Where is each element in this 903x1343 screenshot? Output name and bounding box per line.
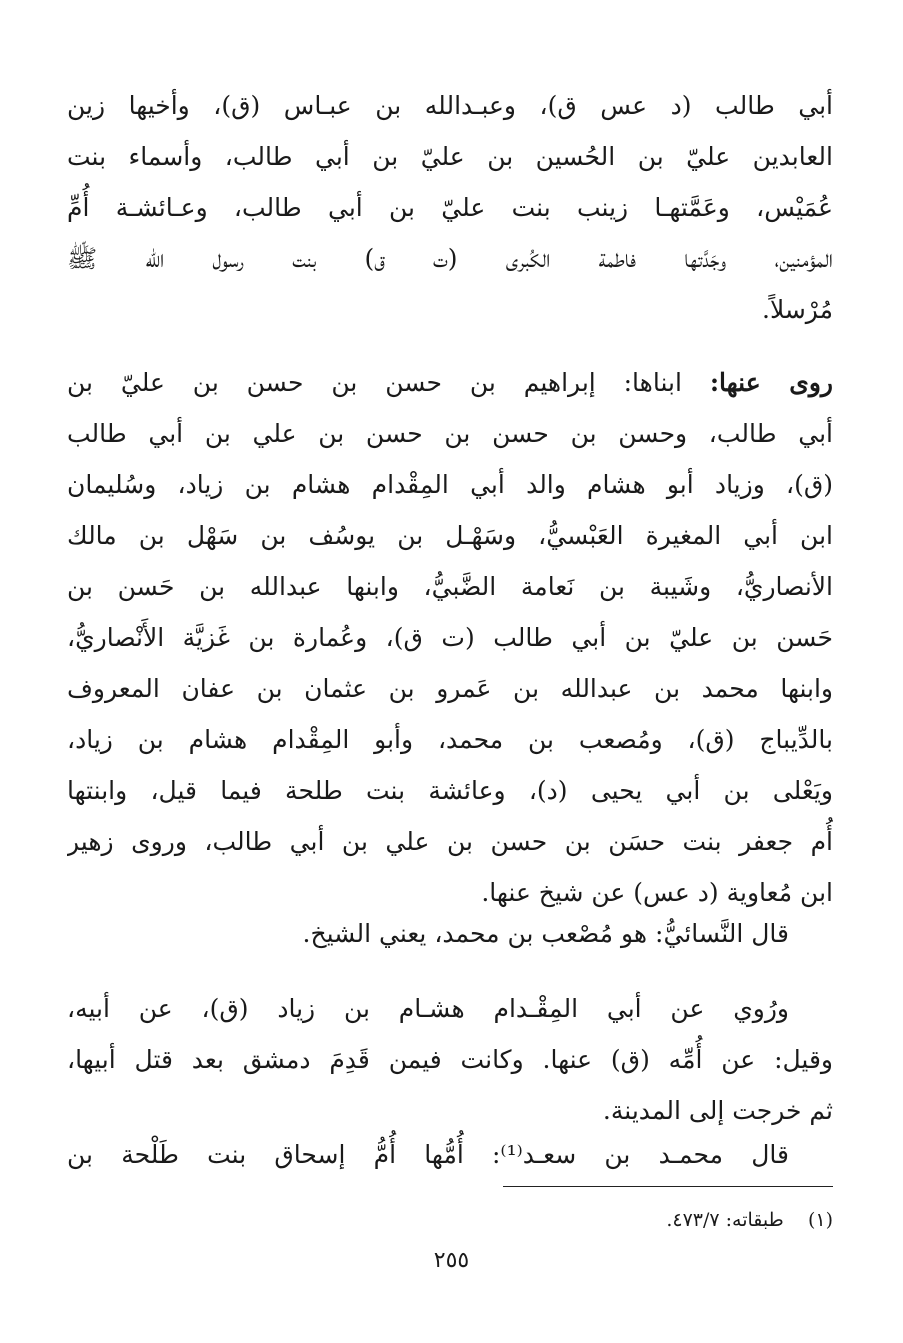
footnote-marker: (١) bbox=[807, 1209, 833, 1231]
text-line: حَسن بن عليّ بن أبي طالب (ت ق)، وعُمارة بن غَزيَّة الأَنْصاريُّ، bbox=[67, 623, 833, 652]
text-line: ثم خرجت إلى المدينة. bbox=[602, 1096, 833, 1125]
text-line: ابن مُعاوية (د عس) عن شيخ عنها. bbox=[481, 878, 833, 907]
text-line: ويَعْلى بن أبي يحيى (د)، وعائشة بنت طلحة فيما قيل، وابنتها bbox=[67, 776, 833, 805]
text-line: قال محمـد بن سعـد⁽¹⁾: أُمُّها أُمُّ إسحاق بنت طَلْحة بن bbox=[67, 1140, 789, 1169]
paragraph-narrators bbox=[67, 357, 833, 918]
paragraph-1 bbox=[67, 80, 833, 335]
text-line: وابنها محمد بن عبدالله بن عَمرو بن عثمان بن عفان المعروف bbox=[67, 674, 833, 703]
text-line: وقيل: عن أُمِّه (ق) عنها. وكانت فيمن قَدِمَ دمشق بعد قتل أبيها، bbox=[67, 1045, 833, 1074]
text-line-with-heading bbox=[67, 357, 833, 408]
footnote bbox=[67, 1200, 833, 1240]
text-line: المؤمنين، وجَدَّتها فاطمة الكُبرى (ت ق) بنت رسول الله ﷺ bbox=[67, 244, 833, 273]
text-line: عُمَيْس، وعَمَّتهـا زينب بنت عليّ بن أبي طالب، وعـائشـة أُمِّ bbox=[67, 193, 833, 222]
paragraph-narration bbox=[67, 983, 833, 1136]
text-line: مُرْسلاً. bbox=[762, 295, 833, 324]
footnote-divider bbox=[503, 1186, 833, 1187]
paragraph-ibn-saad bbox=[67, 1129, 833, 1180]
text-line: ورُوي عن أبي المِقْـدام هشـام بن زياد (ق)، عن أبيه، bbox=[67, 994, 789, 1023]
text-line: الأنصاريُّ، وشَيبة بن نَعامة الضَّبيُّ، وابنها عبدالله بن حَسن بن bbox=[67, 572, 833, 601]
text-line: قال النَّسائيُّ: هو مُصْعب بن محمد، يعني الشيخ. bbox=[302, 919, 789, 948]
footnote-text: طبقاته: ٤٧٣/٧. bbox=[666, 1209, 784, 1231]
paragraph-nasai-quote bbox=[67, 908, 833, 959]
text-line: العابدين عليّ بن الحُسين بن عليّ بن أبي طالب، وأسماء بنت bbox=[67, 142, 833, 171]
text-line: أُم جعفر بنت حسَن بن حسن بن علي بن أبي طالب، وروى زهير bbox=[67, 827, 833, 856]
text-line: أبي طالب، وحسن بن حسن بن حسن بن علي بن أبي طالب bbox=[67, 419, 833, 448]
text-line: أبي طالب (د عس ق)، وعبـدالله بن عبـاس (ق)، وأخيها زين bbox=[67, 91, 833, 120]
text-line: ابن أبي المغيرة العَبْسيُّ، وسَهْـل بن يوسُف بن سَهْل بن مالك bbox=[67, 521, 833, 550]
text-line: بالدِّيباج (ق)، ومُصعب بن محمد، وأبو المِقْدام هشام بن زياد، bbox=[67, 725, 833, 754]
page-number: ٢٥٥ bbox=[433, 1248, 470, 1273]
text-fragment: ابناها: إبراهيم بن حسن بن حسن بن عليّ بن bbox=[67, 368, 710, 397]
text-line: (ق)، وزياد أبو هشام والد أبي المِقْدام هشام بن زياد، وسُليمان bbox=[67, 470, 833, 499]
section-heading: روى عنها: bbox=[709, 368, 833, 397]
